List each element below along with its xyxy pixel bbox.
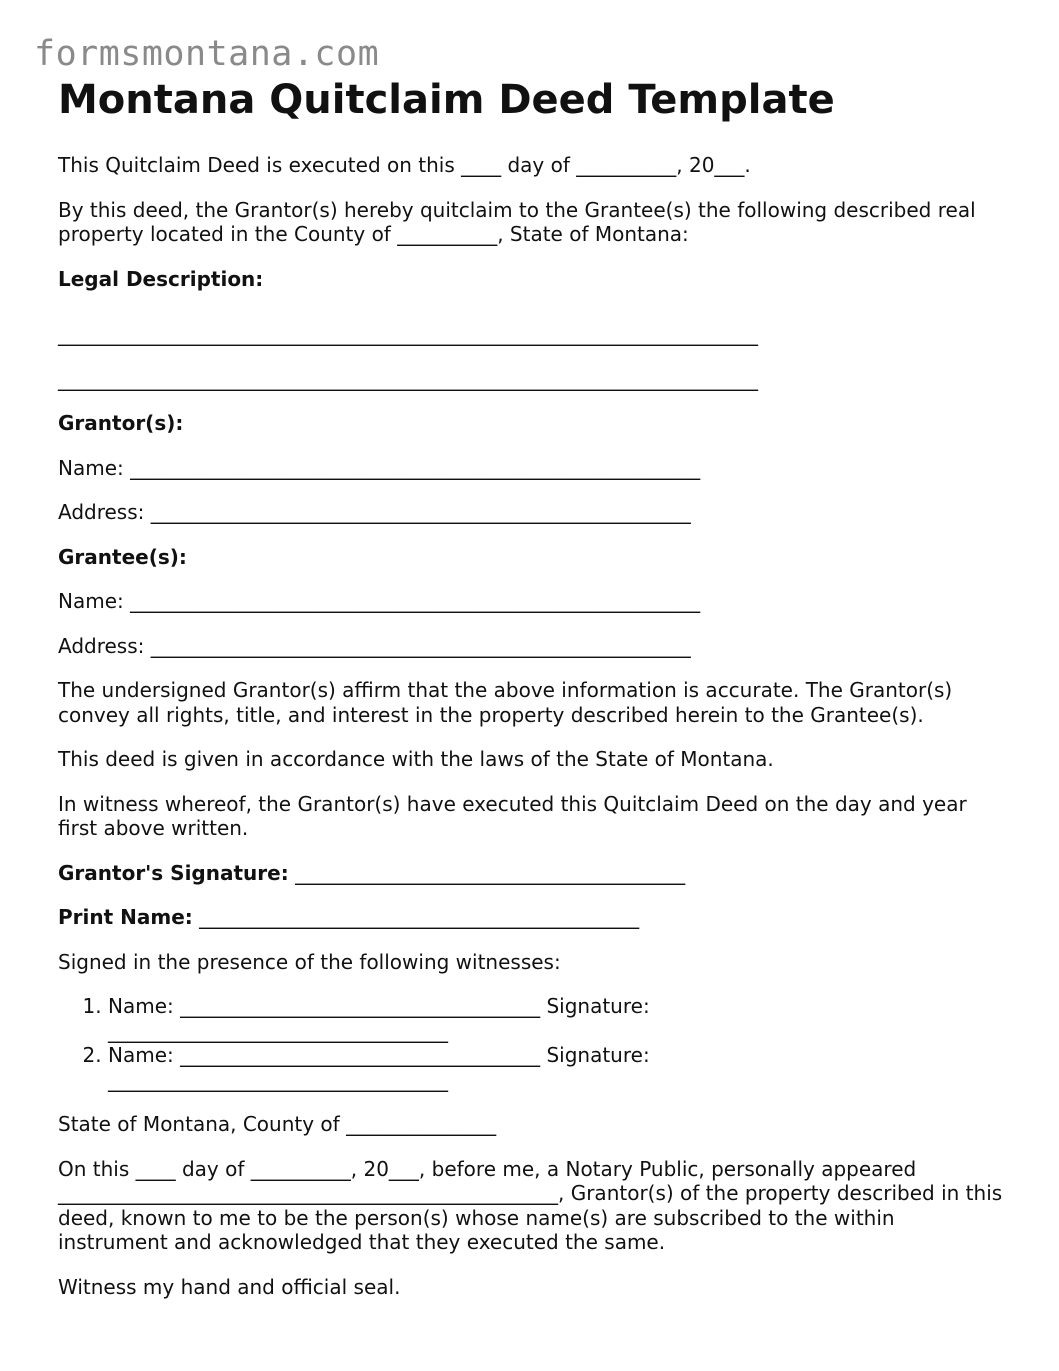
legal-description-line-1: ______________________________________________________________________ — [58, 322, 758, 346]
grantee-address-field: Address: ______________________________________________________ — [58, 633, 691, 658]
print-name-label: Print Name: — [58, 905, 193, 929]
page-title: Montana Quitclaim Deed Template — [58, 77, 835, 123]
grantee-heading: Grantee(s): — [58, 544, 187, 569]
watermark-text: formsmontana.com — [34, 34, 380, 74]
witness-item: 2. Name: ____________________________________ Signature: __________________________________ — [108, 1043, 748, 1092]
grantee-name-field: Name: _________________________________________________________ — [58, 589, 701, 613]
notary-seal-line: Witness my hand and official seal. — [58, 1274, 401, 1299]
grantor-heading: Grantor(s): — [58, 411, 184, 435]
print-name-blank: ____________________________________________ — [199, 905, 640, 929]
grantor-name-field: Name: _________________________________________________________ — [58, 455, 701, 480]
witness-item: 1. Name: ____________________________________ Signature: __________________________________ — [108, 994, 748, 1043]
executed-date-line: This Quitclaim Deed is executed on this ____ day of __________, 20___. — [58, 153, 751, 177]
grantor-address-field: Address: ______________________________________________________ — [58, 500, 691, 524]
notary-state-county: State of Montana, County of _______________ — [58, 1112, 497, 1136]
legal-description-heading: Legal Description: — [58, 266, 264, 291]
grantor-signature-line — [58, 861, 1008, 886]
witnesses-intro: Signed in the presence of the following witnesses: — [58, 949, 561, 974]
legal-description-line-2: ______________________________________________________________________ — [58, 366, 758, 391]
laws-paragraph: This deed is given in accordance with the laws of the State of Montana. — [58, 747, 774, 771]
document — [58, 74, 1008, 1299]
affirmation-paragraph: The undersigned Grantor(s) affirm that the above information is accurate. The Grantor(s) convey all rights, title, and interest in the property described herein to the Grantee(s). — [58, 678, 953, 727]
conveyance-paragraph: By this deed, the Grantor(s) hereby quitclaim to the Grantee(s) the following described real property located in the County of __________, State of Montana: — [58, 197, 976, 246]
grantor-signature-label: Grantor's Signature: — [58, 860, 289, 885]
grantor-signature-blank: _______________________________________ — [295, 860, 686, 885]
witness-whereof-paragraph: In witness whereof, the Grantor(s) have executed this Quitclaim Deed on the day and year first above written. — [58, 791, 967, 840]
print-name-line — [58, 905, 1008, 930]
witness-list — [58, 994, 748, 1092]
notary-acknowledgment: On this ____ day of __________, 20___, before me, a Notary Public, personally appeared __________________________________________________, Grantor(s) of the property described in this deed, known to me to be the person(s) whose name(s) are subscribed to the within instrument and acknowledged that they executed the same. — [58, 1156, 1003, 1254]
